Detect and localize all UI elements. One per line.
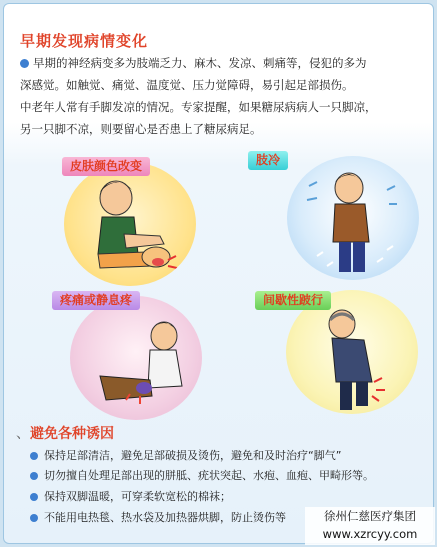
symptom-label-skin-color: 皮肤颜色改变 xyxy=(62,157,150,176)
section-prefix: 、 xyxy=(16,426,30,442)
list-item xyxy=(30,467,374,483)
para1-line2: 深感觉。如触觉、痛觉、温度觉、压力觉障碍，易引起足部损伤。 xyxy=(20,78,354,92)
bullet-dot-icon xyxy=(30,493,38,501)
watermark-line1: 徐州仁慈医疗集团 xyxy=(324,509,416,523)
shivering-person-icon xyxy=(287,156,419,280)
list-item xyxy=(30,509,286,525)
symptom-label-cold-limbs: 肢冷 xyxy=(248,151,288,170)
person-rubbing-leg-icon xyxy=(64,162,196,286)
para2-line1: 中老年人常有手脚发凉的情况。专家提醒，如果糖尿病病人一只脚凉， xyxy=(20,100,377,114)
list-item xyxy=(30,488,231,504)
para1-line1: 早期的神经病变多为肢端乏力、麻木、发凉、刺痛等，侵犯的多为 xyxy=(33,56,367,70)
symptom-label-rest-pain: 疼痛或静息疼 xyxy=(52,291,140,310)
site-watermark xyxy=(305,507,435,545)
bullet-dot-icon xyxy=(30,514,38,522)
bullet-text: 切勿擅自处理足部出现的胼胝、疣状突起、水疱、血疱、甲畸形等。 xyxy=(44,469,374,482)
seated-person-icon xyxy=(70,296,202,420)
bullet-text: 保持足部清洁，避免足部破损及烫伤，避免和及时治疗“脚气” xyxy=(44,449,342,462)
bullet-dot-icon xyxy=(20,59,29,68)
bullet-text: 保持双脚温暖，可穿柔软宽松的棉袜； xyxy=(44,490,231,503)
section-title-early-detection: 早期发现病情变化 xyxy=(20,32,149,50)
intro-paragraph xyxy=(20,52,420,140)
bullet-dot-icon xyxy=(30,452,38,460)
section-title-avoid-triggers xyxy=(16,423,114,443)
para2-line2: 另一只脚不凉，则要留心是否患上了糖尿病足。 xyxy=(20,122,262,136)
symptom-illustration-cold-limbs xyxy=(287,156,419,280)
bullet-dot-icon xyxy=(30,472,38,480)
section-title-text: 避免各种诱因 xyxy=(30,426,114,442)
symptom-label-claudication: 间歇性跛行 xyxy=(255,291,331,310)
watermark-url: www.xzrcyy.com xyxy=(322,527,418,541)
symptom-illustration-skin-color xyxy=(64,162,196,286)
list-item xyxy=(30,447,341,463)
bullet-text: 不能用电热毯、热水袋及加热器烘脚，防止烫伤等 xyxy=(44,511,286,524)
symptom-illustration-rest-pain xyxy=(70,296,202,420)
